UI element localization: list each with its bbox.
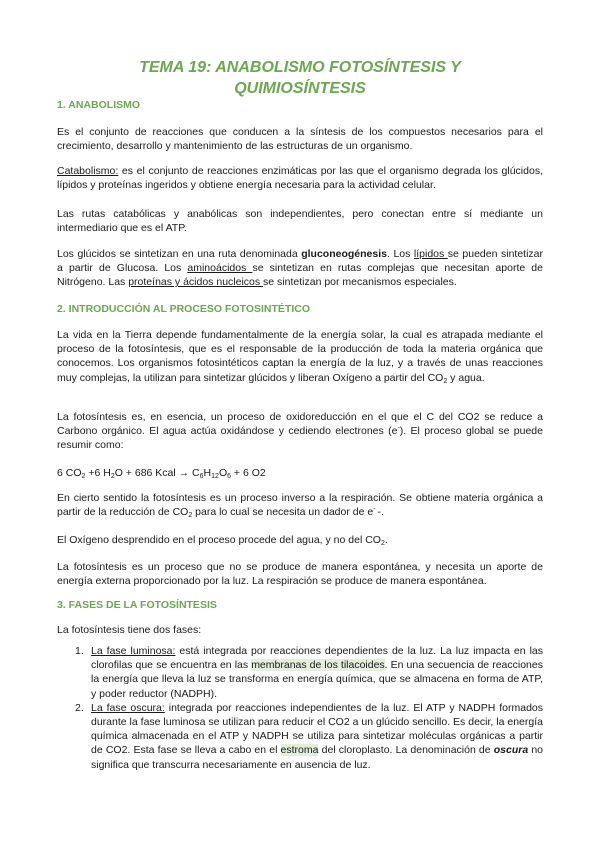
term-aminoacidos: aminoácidos	[187, 262, 253, 275]
luminosa-text-b: . En una secuencia de reacciones la energía que lleva la luz se transforma en energía química, que se almacena en forma de ATP, y poder reductor (NADPH).	[91, 659, 543, 700]
catabolismo-text: es el conjunto de reacciones enzimáticas por las que el organismo degrada los glúcidos, lípidos y proteínas ingeridos y obtiene energía necesaria para la actividad celular.	[57, 165, 543, 192]
term-fase-luminosa: La fase luminosa:	[91, 645, 176, 657]
vida-text-a: La vida en la Tierra depende fundamentalmente de la energía solar, la cual es atrapada mediante el proceso de la fotosíntesis, que es el responsable de la producción de toda la materia orgánica que conocemos. Los organismos fotosintéticos captan la energía de la luz, y a través de unas reacciones muy complejas, la utilizan para sintetizar glúcidos y liberan Oxígeno a partir del CO	[57, 329, 543, 384]
eq-sub: 6	[227, 473, 232, 480]
subscript: 2	[380, 540, 385, 547]
paragraph-oxigeno	[57, 533, 543, 547]
paragraph-sintesis	[57, 247, 543, 290]
term-proteinas-acidos: proteínas y ácidos nucleicos	[128, 276, 264, 289]
sintesis-text-e: se pueden sintetizar a partir de Glucosa. Los	[57, 248, 543, 275]
oxido-text-b: ). El proceso global se puede resumir como:	[57, 425, 543, 452]
term-catabolismo: Catabolismo:	[57, 165, 119, 177]
oxido-text-a: La fotosíntesis es, en esencia, un proceso de oxidoreducción en el que el C del CO2 se reduce a Carbono orgánico. El agua actúa oxidándose y cediendo electrones (e	[57, 411, 543, 438]
sintesis-text-i: se sintetizan por mecanismos especiales.	[263, 276, 457, 289]
paragraph-catabolismo	[57, 164, 543, 192]
paragraph-rutas: Las rutas catabólicas y anabólicas son independientes, pero conectan entre sí mediante un intermediario que es el ATP.	[57, 208, 543, 235]
list-item-fase-luminosa	[57, 644, 543, 701]
eq-sub: 6	[199, 473, 204, 480]
inversa-text-c: -.	[377, 506, 384, 519]
sintesis-text-a: Los glúcidos se sintetizan en una ruta denominada	[57, 248, 302, 260]
eq-part: O + 686 Kcal → C	[114, 467, 200, 479]
subscript: 2	[188, 512, 193, 520]
eq-part: O	[218, 467, 228, 479]
paragraph-vida-tierra	[57, 328, 543, 385]
paragraph-oxidoreduccion	[57, 410, 543, 453]
sintesis-text-g: se sintetizan en rutas complejas que necesitan aporte de Nitrógeno. Las	[57, 262, 543, 289]
subscript: 2	[443, 377, 448, 385]
section-heading-introduccion: 2. INTRODUCCIÓN AL PROCESO FOTOSINTÉTICO	[57, 303, 310, 315]
page-title-line-1: TEMA 19: ANABOLISMO FOTOSÍNTESIS Y	[139, 59, 461, 76]
highlight-membranas-tilacoides: membranas de los tilacoides	[251, 659, 385, 672]
sintesis-text-c: . Los	[387, 248, 414, 260]
term-oscura-emphasis: oscura	[493, 744, 529, 757]
list-number: 2.	[75, 701, 84, 714]
inversa-text-b: para lo cual se necesita un dador de e	[192, 506, 374, 519]
photosynthesis-equation	[57, 466, 266, 480]
section-heading-fases: 3. FASES DE LA FOTOSÍNTESIS	[57, 599, 217, 611]
eq-part: H	[203, 467, 212, 479]
eq-part: +6 H	[85, 467, 111, 479]
paragraph-anabolismo-definition: Es el conjunto de reacciones que conducen a la síntesis de los compuestos necesarios para el crecimiento, desarrollo y mantenimiento de las estructuras de un organismo.	[57, 126, 543, 153]
eq-part: + 6 O2	[231, 467, 266, 479]
paragraph-espontanea: La fotosíntesis es un proceso que no se produce de manera espontánea, y necesita un aporte de energía externa proporcionado por la luz. La respiración se produce de manera espontánea.	[57, 561, 543, 588]
page-title	[57, 57, 543, 99]
page-title-line-2: QUIMIOSÍNTESIS	[234, 80, 366, 97]
oscura-text-a: integrada por reacciones independientes de la luz. El ATP y NADPH formados durante la fase luminosa se utilizan para reducir el CO2 a un glúcido sencillo. Es decir, la energía química almacenada en el ATP y NADPH se utiliza para sintetizar moléculas orgánicas a partir de CO2. Esta fase se lleva a cabo en el	[91, 701, 543, 757]
paragraph-respiracion-inversa	[57, 491, 543, 519]
term-lipidos: lípidos	[413, 248, 448, 260]
luminosa-text-a: está integrada por reacciones dependientes de la luz. La luz impacta en las clorofilas que se encuentra en las	[91, 645, 543, 672]
fases-list	[57, 644, 543, 772]
eq-sub: 2	[110, 473, 115, 480]
oscura-text-c: no significa que transcurra necesariamente en ausencia de luz.	[91, 744, 544, 771]
superscript: -	[397, 425, 400, 433]
inversa-text-a: En cierto sentido la fotosíntesis es un proceso inverso a la respiración. Se obtiene materia orgánica a partir de la reducción de CO	[57, 492, 543, 519]
eq-sub: 12	[211, 473, 219, 480]
term-gluconeogenesis: gluconeogénesis	[301, 248, 387, 260]
term-fase-oscura: La fase oscura:	[91, 701, 165, 714]
eq-sub: 2	[81, 473, 86, 480]
list-item-fase-oscura	[57, 701, 543, 772]
oscura-text-b: del cloroplasto. La denominación de	[318, 744, 494, 757]
list-number: 1.	[75, 645, 84, 657]
section-heading-anabolismo: 1. ANABOLISMO	[57, 99, 141, 111]
vida-text-b: y agua.	[447, 371, 485, 384]
oxigeno-text-b: .	[384, 534, 388, 546]
superscript: -	[373, 506, 378, 514]
oxigeno-text-a: El Oxígeno desprendido en el proceso procede del agua, y no del CO	[57, 534, 381, 546]
highlight-estroma: estroma	[280, 744, 319, 757]
eq-part: 6 CO	[57, 467, 82, 479]
paragraph-dos-fases: La fotosíntesis tiene dos fases:	[57, 624, 202, 636]
